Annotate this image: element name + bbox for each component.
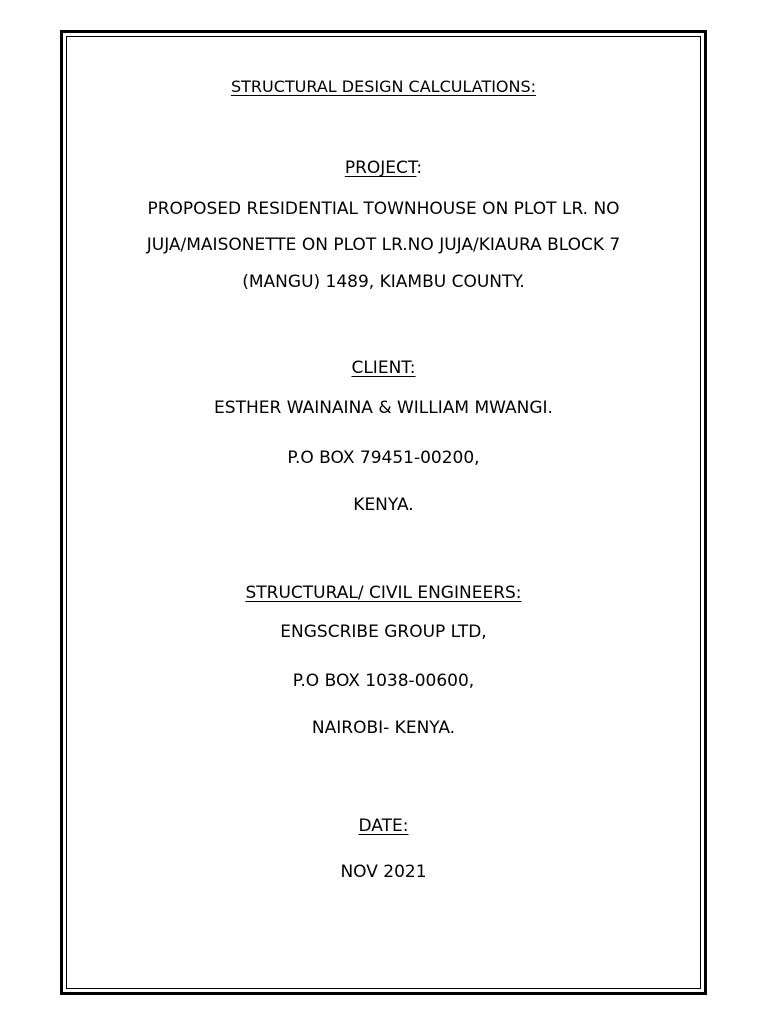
date-heading: DATE: [358, 816, 409, 836]
client-heading: CLIENT: [351, 358, 416, 378]
project-heading: PROJECT [344, 158, 417, 178]
date-value: NOV 2021 [340, 862, 427, 882]
engineers-address: P.O BOX 1038-00600, [292, 671, 475, 691]
engineers-name: ENGSCRIBE GROUP LTD, [280, 622, 487, 642]
client-address: P.O BOX 79451-00200, [287, 448, 480, 468]
client-name: ESTHER WAINAINA & WILLIAM MWANGI. [214, 398, 553, 418]
document-title: STRUCTURAL DESIGN CALCULATIONS: [230, 77, 537, 96]
project-heading-line [60, 157, 707, 179]
project-line-2: JUJA/MAISONETTE ON PLOT LR.NO JUJA/KIAURA BLOCK 7 [146, 235, 621, 255]
client-country: KENYA. [353, 495, 414, 515]
project-heading-colon: : [416, 158, 423, 178]
engineers-city: NAIROBI- KENYA. [311, 718, 456, 738]
project-line-1: PROPOSED RESIDENTIAL TOWNHOUSE ON PLOT LR. NO [147, 199, 620, 219]
project-line-3: (MANGU) 1489, KIAMBU COUNTY. [242, 272, 525, 292]
engineers-heading: STRUCTURAL/ CIVIL ENGINEERS: [245, 583, 522, 603]
